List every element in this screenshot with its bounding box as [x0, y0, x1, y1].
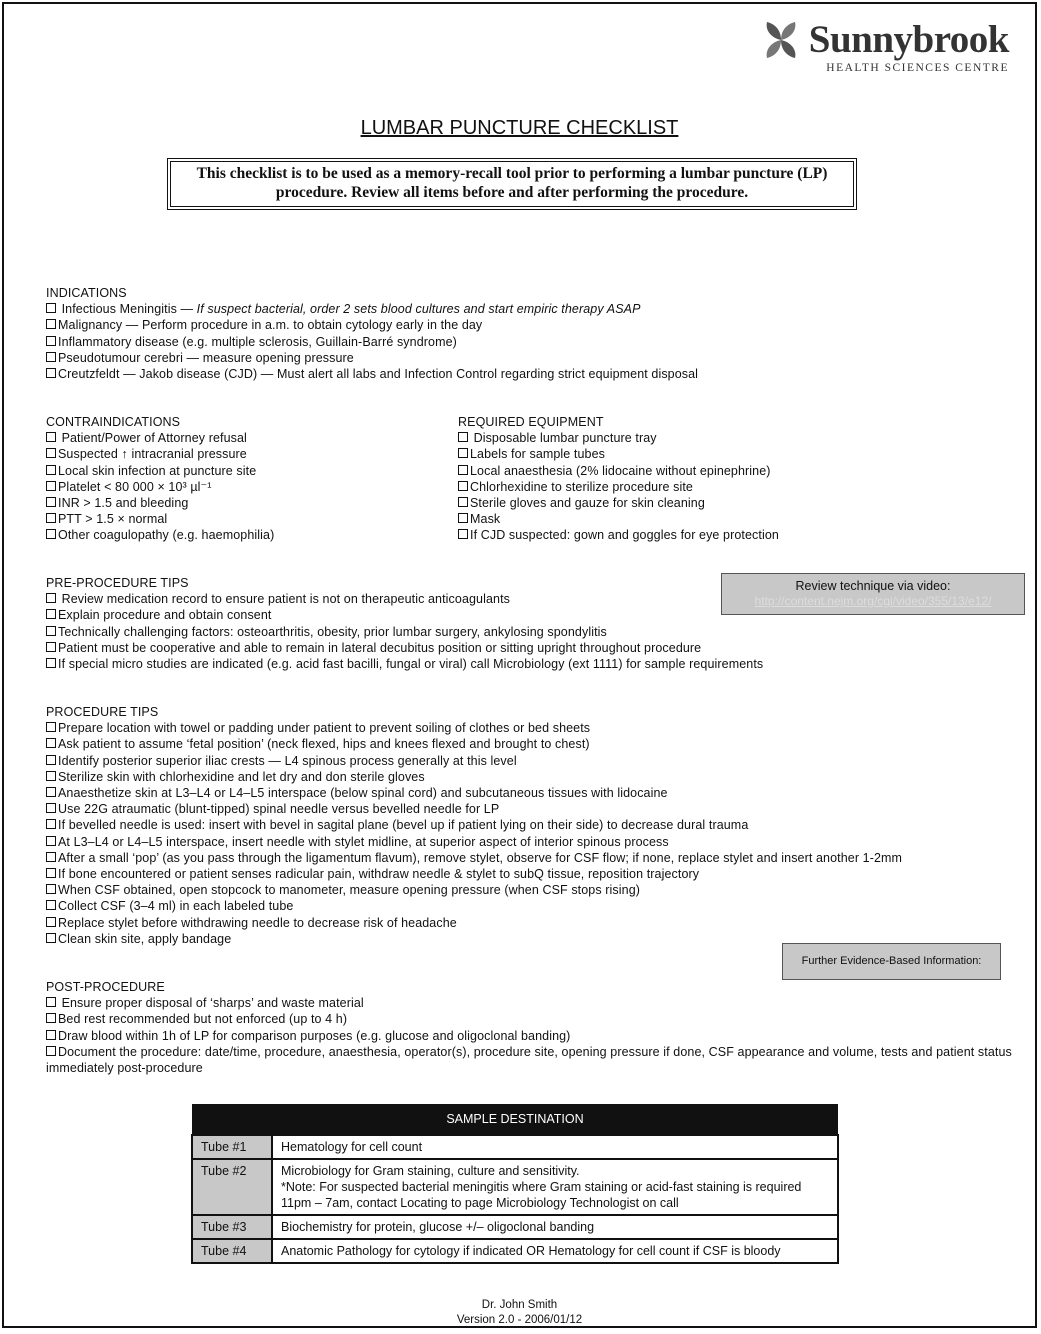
tube-destination: Biochemistry for protein, glucose +/– oligoclonal banding [272, 1215, 838, 1239]
checkbox[interactable] [46, 997, 56, 1007]
sample-destination-table [191, 1104, 839, 1264]
checkbox[interactable] [458, 465, 468, 475]
list-item: Replace stylet before withdrawing needle to decrease risk of headache [46, 915, 902, 931]
list-item: Infectious Meningitis — If suspect bacterial, order 2 sets blood cultures and start empiric therapy ASAP [46, 301, 698, 317]
checkbox[interactable] [46, 738, 56, 748]
checkbox[interactable] [46, 368, 56, 378]
checkbox[interactable] [46, 755, 56, 765]
checkbox[interactable] [46, 771, 56, 781]
list-item: Patient must be cooperative and able to remain in lateral decubitus position or sitting upright throughout procedure [46, 640, 763, 656]
checkbox[interactable] [46, 819, 56, 829]
checkbox[interactable] [46, 626, 56, 636]
indications-section [46, 285, 698, 382]
checkbox[interactable] [46, 497, 56, 507]
checkbox[interactable] [46, 642, 56, 652]
checkbox[interactable] [46, 803, 56, 813]
post-procedure-section [46, 979, 1026, 1076]
tube-destination: Microbiology for Gram staining, culture and sensitivity. *Note: For suspected bacterial meningitis where Gram staining or acid-fast staining is required 11pm – 7am, contact Locating to page Microbiology Technologist on call [272, 1159, 838, 1215]
procedure-section [46, 704, 902, 947]
logo-name: Sunnybrook [808, 18, 1009, 61]
contraindications-section [46, 414, 274, 544]
logo-subtitle: HEALTH SCIENCES CENTRE [826, 62, 1009, 74]
list-item: Pseudotumour cerebri — measure opening pressure [46, 350, 698, 366]
list-item: Creutzfeldt — Jakob disease (CJD) — Must alert all labs and Infection Control regarding strict equipment disposal [46, 366, 698, 382]
list-item: Sterilize skin with chlorhexidine and let dry and don sterile gloves [46, 769, 902, 785]
checkbox[interactable] [458, 448, 468, 458]
list-item: Draw blood within 1h of LP for comparison purposes (e.g. glucose and oligoclonal banding) [46, 1028, 1026, 1044]
video-link[interactable]: http://content.nejm.org/cgi/video/355/13/e12/ [754, 594, 992, 608]
checkbox[interactable] [46, 529, 56, 539]
checkbox[interactable] [46, 917, 56, 927]
checkbox[interactable] [458, 513, 468, 523]
list-item: Prepare location with towel or padding under patient to prevent soiling of clothes or bed sheets [46, 720, 902, 736]
checkbox[interactable] [46, 513, 56, 523]
checkbox[interactable] [46, 609, 56, 619]
notice-line-1: This checklist is to be used as a memory-recall tool prior to performing a lumbar puncture (LP) [196, 165, 828, 182]
table-row [192, 1135, 838, 1159]
notice-box [167, 158, 857, 210]
table-row [192, 1159, 838, 1215]
list-item: Explain procedure and obtain consent [46, 607, 763, 623]
procedure-heading: PROCEDURE TIPS [46, 705, 159, 719]
list-item: Collect CSF (3–4 ml) in each labeled tube [46, 898, 902, 914]
list-item: Use 22G atraumatic (blunt-tipped) spinal needle versus bevelled needle for LP [46, 801, 902, 817]
checkbox[interactable] [46, 1013, 56, 1023]
list-item: Clean skin site, apply bandage [46, 931, 902, 947]
tube-note: *Note: For suspected bacterial meningitis where Gram staining or acid-fast staining is required 11pm – 7am, contact Locating to page Microbiology Technologist on call [281, 1180, 802, 1210]
equipment-heading: REQUIRED EQUIPMENT [458, 415, 604, 429]
list-item: Disposable lumbar puncture tray [458, 430, 779, 446]
checkbox[interactable] [46, 352, 56, 362]
checkbox[interactable] [46, 787, 56, 797]
tube-label: Tube #4 [192, 1239, 272, 1263]
evidence-box[interactable] [782, 943, 1001, 980]
checkbox[interactable] [46, 448, 56, 458]
list-item: If bone encountered or patient senses radicular pain, withdraw needle & stylet to subQ tissue, reposition trajectory [46, 866, 902, 882]
checkbox[interactable] [46, 1046, 56, 1056]
list-item: Labels for sample tubes [458, 446, 779, 462]
list-item: Malignancy — Perform procedure in a.m. to obtain cytology early in the day [46, 317, 698, 333]
checkbox[interactable] [46, 658, 56, 668]
list-item: When CSF obtained, open stopcock to manometer, measure opening pressure (when CSF stops rising) [46, 882, 902, 898]
checkbox[interactable] [46, 868, 56, 878]
list-item: INR > 1.5 and bleeding [46, 495, 274, 511]
pre-procedure-section [46, 575, 763, 672]
list-item: Technically challenging factors: osteoarthritis, obesity, prior lumbar surgery, ankylosing spondylitis [46, 624, 763, 640]
checkbox[interactable] [458, 481, 468, 491]
table-row [192, 1215, 838, 1239]
footer-version: Version 2.0 - 2006/01/12 [456, 1314, 583, 1326]
table-heading: SAMPLE DESTINATION [192, 1104, 838, 1135]
checkbox[interactable] [46, 836, 56, 846]
contraindications-heading: CONTRAINDICATIONS [46, 415, 181, 429]
footer [4, 1298, 1035, 1328]
checkbox[interactable] [46, 481, 56, 491]
list-item: Platelet < 80 000 × 10³ µl⁻¹ [46, 479, 274, 495]
list-item: If special micro studies are indicated (e.g. acid fast bacilli, fungal or viral) call Microbiology (ext 1111) for sample requirements [46, 656, 763, 672]
checkbox[interactable] [46, 336, 56, 346]
list-item: Local skin infection at puncture site [46, 463, 274, 479]
tube-label: Tube #2 [192, 1159, 272, 1215]
checkbox[interactable] [458, 529, 468, 539]
table-row [192, 1239, 838, 1263]
checkbox[interactable] [46, 303, 56, 313]
list-item: Chlorhexidine to sterilize procedure site [458, 479, 779, 495]
indications-heading: INDICATIONS [46, 286, 127, 300]
list-item: Document the procedure: date/time, procedure, anaesthesia, operator(s), procedure site, opening pressure if done, CSF appearance and volume, tests and patient status immediately post-procedure [46, 1044, 1012, 1076]
checkbox[interactable] [458, 432, 468, 442]
sunnybrook-logo [759, 18, 1009, 74]
list-item: After a small ‘pop’ (as you pass through the ligamentum flavum), remove stylet, observe for CSF flow; if none, replace stylet and insert another 1-2mm [46, 850, 902, 866]
checkbox[interactable] [46, 1030, 56, 1040]
checkbox[interactable] [46, 722, 56, 732]
tube-destination: Hematology for cell count [272, 1135, 838, 1159]
pre-procedure-heading: PRE-PROCEDURE TIPS [46, 576, 189, 590]
checkbox[interactable] [46, 319, 56, 329]
page-title: LUMBAR PUNCTURE CHECKLIST [360, 117, 679, 139]
checkbox[interactable] [46, 593, 56, 603]
footer-author: Dr. John Smith [481, 1299, 558, 1311]
post-procedure-heading: POST-PROCEDURE [46, 980, 165, 994]
checkbox[interactable] [46, 852, 56, 862]
tube-label: Tube #3 [192, 1215, 272, 1239]
list-item: Other coagulopathy (e.g. haemophilia) [46, 527, 274, 543]
list-item: Identify posterior superior iliac crests — L4 spinous process generally at this level [46, 753, 902, 769]
video-label: Review technique via video: [795, 579, 951, 593]
list-item: Ask patient to assume ‘fetal position’ (neck flexed, hips and knees flexed and brought to chest) [46, 736, 902, 752]
leaf-logo-icon [759, 18, 803, 62]
list-item: Suspected ↑ intracranial pressure [46, 446, 274, 462]
tube-label: Tube #1 [192, 1135, 272, 1159]
list-item: Mask [458, 511, 779, 527]
list-item: Bed rest recommended but not enforced (up to 4 h) [46, 1011, 1026, 1027]
checkbox[interactable] [46, 884, 56, 894]
checkbox[interactable] [46, 465, 56, 475]
checkbox[interactable] [458, 497, 468, 507]
list-item: At L3–L4 or L4–L5 interspace, insert needle with stylet midline, at superior aspect of interior spinous process [46, 834, 902, 850]
list-item: Ensure proper disposal of ‘sharps’ and waste material [46, 995, 1026, 1011]
evidence-label: Further Evidence-Based Information: [801, 955, 982, 967]
checklist-page [2, 2, 1037, 1328]
list-item: PTT > 1.5 × normal [46, 511, 274, 527]
list-item: Anaesthetize skin at L3–L4 or L4–L5 interspace (below spinal cord) and subcutaneous tissues with lidocaine [46, 785, 902, 801]
tube-destination: Anatomic Pathology for cytology if indicated OR Hematology for cell count if CSF is bloody [272, 1239, 838, 1263]
checkbox[interactable] [46, 900, 56, 910]
list-item: If bevelled needle is used: insert with bevel in sagital plane (bevel up if patient lying on their side) to decrease dural trauma [46, 817, 902, 833]
checkbox[interactable] [46, 432, 56, 442]
equipment-section [458, 414, 779, 544]
notice-line-2: procedure. Review all items before and after performing the procedure. [275, 184, 749, 201]
list-item: Local anaesthesia (2% lidocaine without epinephrine) [458, 463, 779, 479]
list-item: Patient/Power of Attorney refusal [46, 430, 274, 446]
checkbox[interactable] [46, 933, 56, 943]
list-item: Sterile gloves and gauze for skin cleaning [458, 495, 779, 511]
list-item: Inflammatory disease (e.g. multiple sclerosis, Guillain-Barré syndrome) [46, 334, 698, 350]
list-item: If CJD suspected: gown and goggles for eye protection [458, 527, 779, 543]
list-item: Review medication record to ensure patient is not on therapeutic anticoagulants [46, 591, 763, 607]
video-box [721, 573, 1025, 615]
